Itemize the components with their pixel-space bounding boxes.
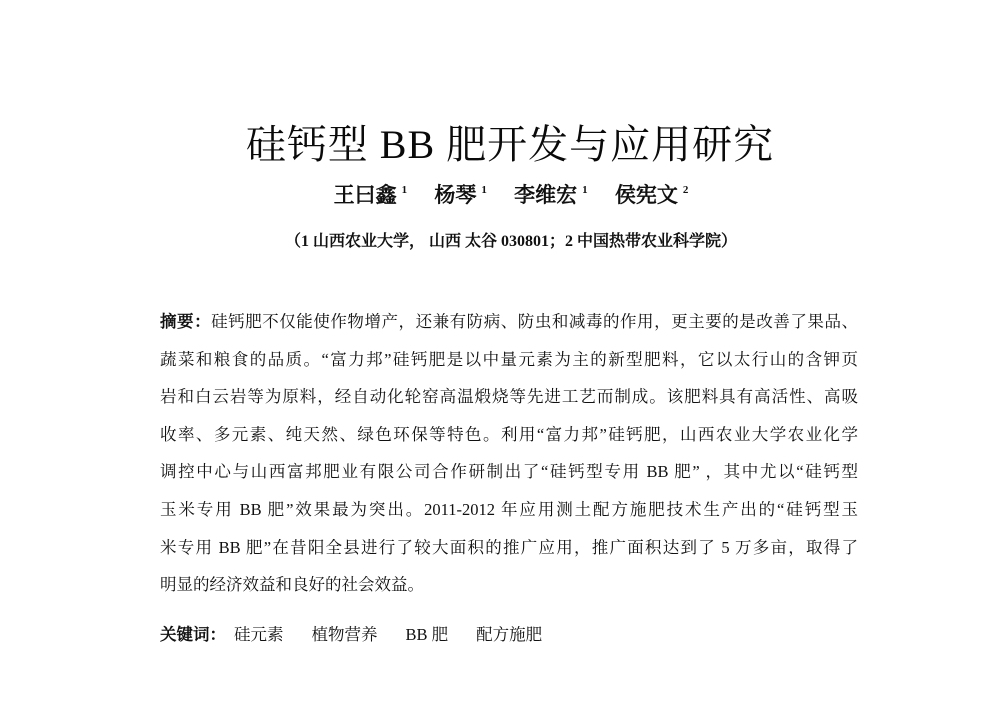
keyword: BB 肥: [405, 625, 449, 644]
author-affiliation-mark: 2: [682, 184, 689, 196]
author-name: 王曰鑫: [333, 183, 397, 207]
author: [615, 180, 689, 210]
author-name: 侯宪文: [614, 183, 678, 207]
keywords-label: 关键词：: [160, 625, 226, 644]
abstract-line: 玉米专用 BB 肥”效果最为突出。2011-2012 年应用测土配方施肥技术生产出的“硅钙型玉: [160, 499, 858, 519]
keyword: 配方施肥: [476, 625, 543, 644]
abstract-line: 米专用 BB 肥”在昔阳全县进行了较大面积的推广应用，推广面积达到了 5 万多亩，取得了: [160, 537, 858, 557]
abstract-line: 蔬菜和粮食的品质。“富力邦”硅钙肥是以中量元素为主的新型肥料，它以太行山的含钾页: [160, 349, 858, 369]
affiliation-line: （1 山西农业大学， 山西 太谷 030801；2 中国热带农业科学院）: [284, 233, 737, 250]
author-affiliation-mark: 1: [481, 184, 487, 196]
author-affiliation-mark: 1: [582, 184, 588, 196]
abstract: [160, 303, 858, 604]
abstract-label: 摘要：: [160, 312, 212, 331]
paper-title: 硅钙型 BB 肥开发与应用研究: [245, 122, 775, 167]
abstract-line: 明显的经济效益和良好的社会效益。: [160, 575, 424, 595]
author-name: 李维宏: [514, 183, 578, 207]
keyword: 硅元素: [234, 625, 284, 644]
keyword: 植物营养: [311, 625, 378, 644]
author-name: 杨琴: [434, 183, 477, 207]
keywords: [160, 616, 860, 654]
author: [434, 180, 487, 210]
author-list: [0, 180, 1000, 210]
abstract-line: 调控中心与山西富邦肥业有限公司合作研制出了“硅钙型专用 BB 肥” ，其中尤以“硅钙型: [160, 462, 858, 482]
abstract-text: 硅钙肥不仅能使作物增产，还兼有防病、防虫和减毒的作用，更主要的是改善了果品、: [211, 312, 858, 331]
abstract-line: 岩和白云岩等为原料，经自动化轮窑高温煅烧等先进工艺而制成。该肥料具有高活性、高吸: [160, 387, 858, 407]
author-affiliation-mark: 1: [401, 184, 408, 196]
author: [334, 180, 408, 210]
author: [514, 180, 588, 210]
abstract-line: [160, 303, 858, 341]
abstract-line: 收率、多元素、纯天然、绿色环保等特色。利用“富力邦”硅钙肥，山西农业大学农业化学: [160, 424, 858, 444]
